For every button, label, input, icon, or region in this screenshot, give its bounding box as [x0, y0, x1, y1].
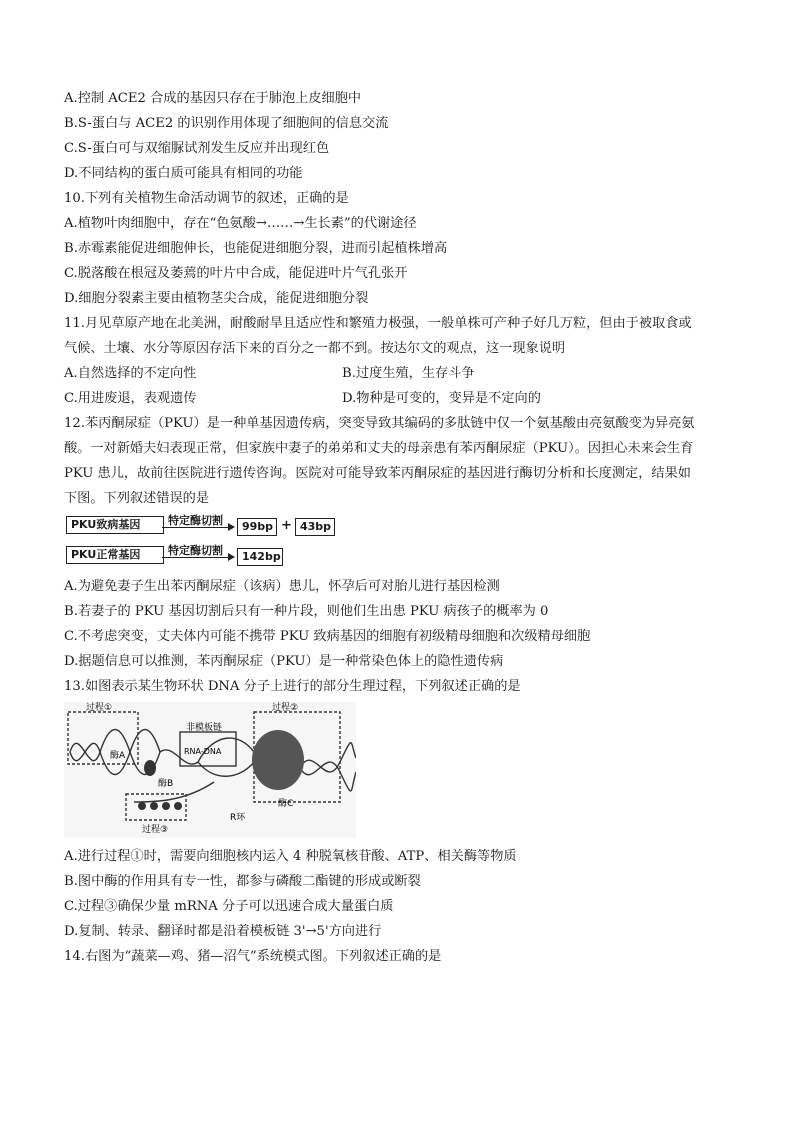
q10-option-a: A.植物叶肉细胞中，存在“色氨酸→……→生长素”的代谢途径: [64, 216, 417, 231]
arrow-head-1: [228, 523, 235, 531]
q11-option-a: A.自然选择的不定向性: [64, 366, 197, 381]
q12-stem-line2: 酸。一对新婚夫妇表现正常，但家族中妻子的弟弟和丈夫的母亲患有苯丙酮尿症（PKU）。因担心未来会生育: [64, 441, 694, 456]
q10-option-b: B.赤霉素能促进细胞伸长，也能促进细胞分裂，进而引起植株增高: [64, 241, 448, 256]
process2-label: 过程②: [272, 703, 299, 713]
fragment-99bp: 99bp: [237, 518, 277, 536]
enzyme-b-shape: [144, 760, 156, 776]
q12-stem-line3: PKU 患儿，故前往医院进行遗传咨询。医院对可能导致苯丙酮尿症的基因进行酶切分析和长度测定，结果如: [64, 466, 691, 481]
q11-option-b: B.过度生殖，生存斗争: [342, 366, 475, 381]
q11-option-c: C.用进废退，表观遗传: [64, 391, 197, 406]
fragment-142bp: 142bp: [237, 548, 283, 566]
enzyme-cut-label-2: 特定酶切割: [168, 544, 223, 557]
q9-option-b: B.S-蛋白与 ACE2 的识别作用体现了细胞间的信息交流: [64, 116, 389, 131]
ribosome-3: [162, 802, 170, 810]
process3-label: 过程③: [142, 825, 169, 835]
q9-option-a: A.控制 ACE2 合成的基因只存在于肺泡上皮细胞中: [64, 91, 362, 106]
ribosome-4: [174, 802, 182, 810]
q13-option-d: D.复制、转录、翻译时都是沿着模板链 3'→5'方向进行: [64, 924, 382, 939]
q12-option-d: D.据题信息可以推测，苯丙酮尿症（PKU）是一种常染色体上的隐性遗传病: [64, 654, 504, 669]
q12-option-a: A.为避免妻子生出苯丙酮尿症（该病）患儿，怀孕后可对胎儿进行基因检测: [64, 579, 500, 594]
process1-dashed-box: [68, 712, 138, 764]
q13-option-a: A.进行过程①时，需要向细胞核内运入 4 种脱氧核苷酸、ATP、相关酶等物质: [64, 849, 517, 864]
arrow-head-2: [228, 553, 235, 561]
q13-stem: 13.如图表示某生物环状 DNA 分子上进行的部分生理过程，下列叙述正确的是: [64, 679, 521, 694]
r-loop-label: R环: [230, 813, 246, 823]
pku-disease-gene-box: PKU致病基因: [66, 516, 164, 534]
process1-label: 过程①: [86, 703, 113, 713]
arrow-line-1: [162, 527, 228, 528]
dna-strand-4: [300, 743, 356, 772]
q11-stem-line1: 11.月见草原产地在北美洲，耐酸耐旱且适应性和繁殖力极强，一般单株可产种子好几万粒，但由于被取食或: [64, 316, 692, 331]
q14-stem: 14.右图为“蔬菜—鸡、猪—沼气”系统模式图。下列叙述正确的是: [64, 949, 442, 964]
q10-option-d: D.细胞分裂素主要由植物茎尖合成，能促进细胞分裂: [64, 291, 369, 306]
hybrid-label: RNA-DNA: [184, 747, 222, 756]
transcription-bubble-bottom: [198, 762, 254, 776]
dna-strand-5: [300, 762, 356, 791]
dna-process-diagram: [64, 702, 356, 838]
nontemplate-label: 非模板链: [186, 723, 223, 733]
q10-stem: 10.下列有关植物生命活动调节的叙述，正确的是: [64, 191, 349, 206]
enzyme-c-label: 酶C: [278, 799, 294, 809]
enzyme-b-label: 酶B: [158, 779, 174, 789]
arrow-line-2: [162, 557, 228, 558]
q13-option-b: B.图中酶的作用具有专一性，都参与磷酸二酯键的形成或断裂: [64, 874, 421, 889]
fragment-43bp: 43bp: [295, 518, 335, 536]
mrna-strand: [134, 782, 214, 802]
q12-option-b: B.若妻子的 PKU 基因切割后只有一种片段，则他们生出患 PKU 病孩子的概率为 0: [64, 604, 549, 619]
enzyme-a-label: 酶A: [110, 751, 126, 761]
q9-option-d: D.不同结构的蛋白质可能具有相同的功能: [64, 166, 303, 181]
q11-stem-line2: 气候、土壤、水分等原因存活下来的百分之一都不到。按达尔文的观点，这一现象说明: [64, 341, 566, 356]
ribosome-1: [138, 802, 146, 810]
ribosome-2: [150, 802, 158, 810]
pku-digest-diagram: [64, 514, 344, 570]
q13-option-c: C.过程③确保少量 mRNA 分子可以迅速合成大量蛋白质: [64, 899, 394, 914]
enzyme-cut-label-1: 特定酶切割: [168, 514, 223, 527]
q12-stem-line4: 下图。下列叙述错误的是: [64, 491, 210, 506]
pku-normal-gene-box: PKU正常基因: [66, 546, 164, 564]
q10-option-c: C.脱落酸在根冠及萎蔫的叶片中合成，能促进叶片气孔张开: [64, 266, 408, 281]
q11-option-d: D.物种是可变的，变异是不定向的: [342, 391, 541, 406]
enzyme-c-shape: [252, 730, 304, 790]
plus-sign: +: [281, 518, 292, 533]
q12-option-c: C.不考虑突变，丈夫体内可能不携带 PKU 致病基因的细胞有初级精母细胞和次级精母细胞: [64, 629, 591, 644]
q9-option-c: C.S-蛋白可与双缩脲试剂发生反应并出现红色: [64, 141, 330, 156]
q12-stem-line1: 12.苯丙酮尿症（PKU）是一种单基因遗传病，突变导致其编码的多肽链中仅一个氨基酸由亮氨酸变为异亮氨: [64, 416, 695, 431]
